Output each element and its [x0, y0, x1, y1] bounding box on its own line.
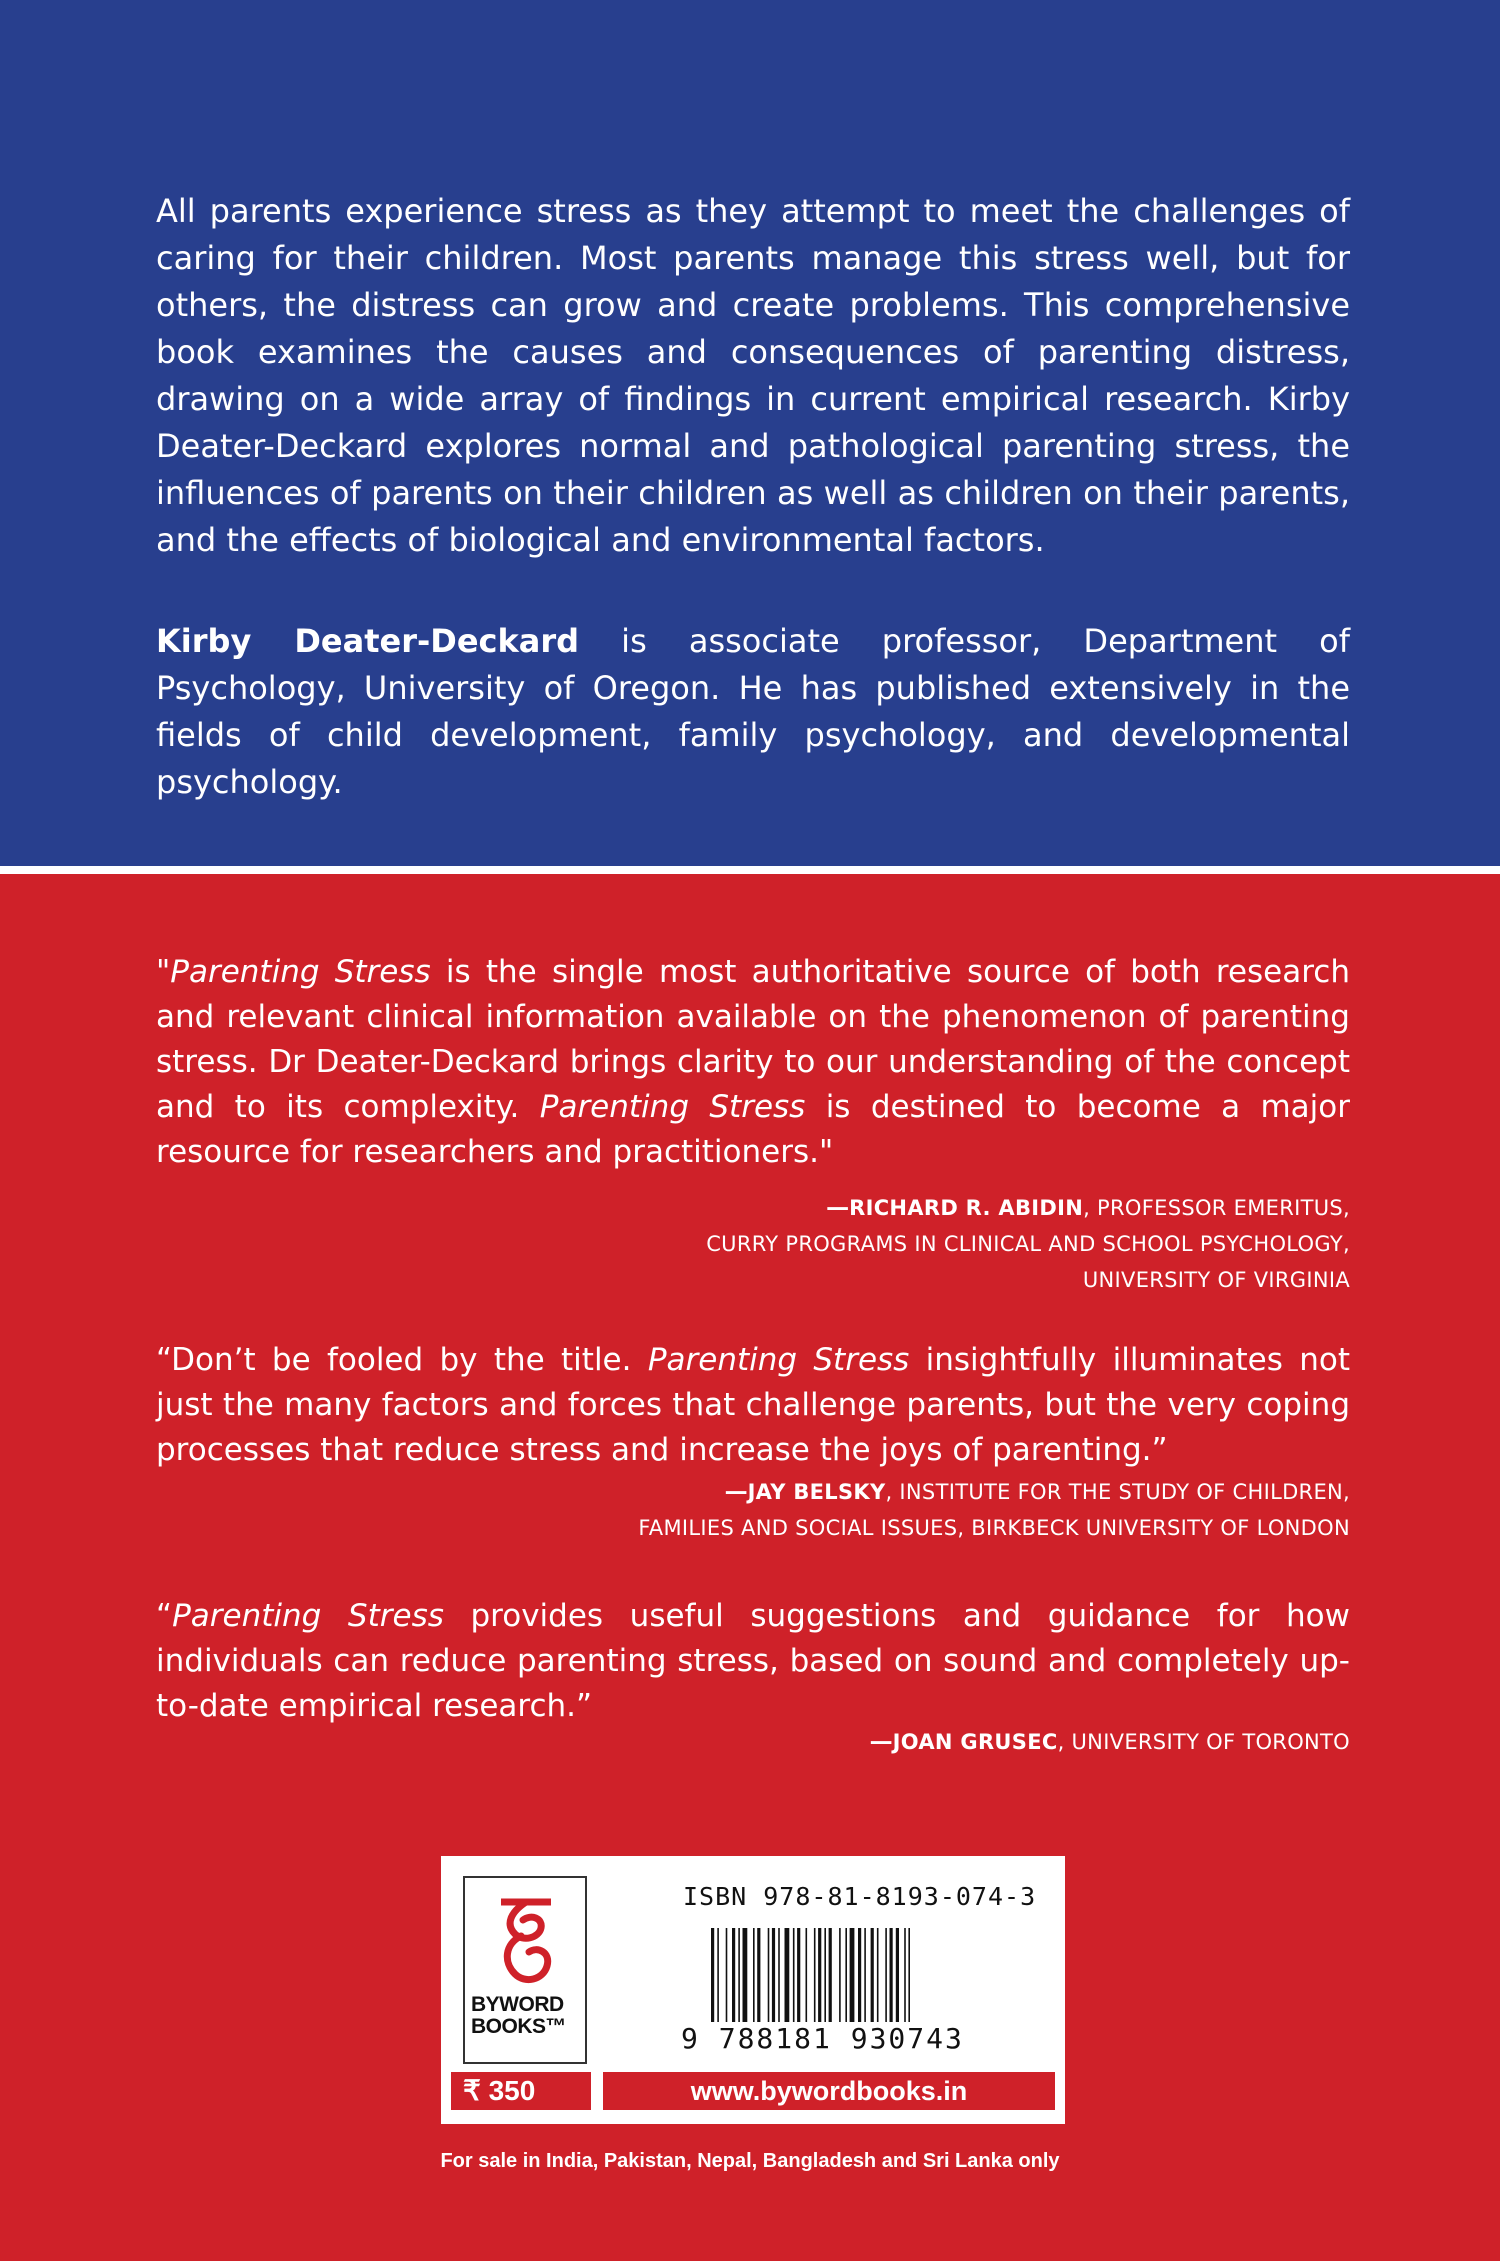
endorser-name: JOAN GRUSEC — [892, 1730, 1058, 1754]
divider-stripe — [0, 866, 1500, 874]
endorsement-attribution-1 — [250, 1190, 1350, 1298]
attribution-dash: — — [724, 1479, 748, 1505]
isbn-label: ISBN 978-81-8193-074-3 — [683, 1882, 1037, 1911]
book-title-italic: Parenting Stress — [172, 1598, 444, 1634]
book-title-italic: Parenting Stress — [647, 1342, 910, 1378]
endorser-affiliation: , INSTITUTE FOR THE STUDY OF CHILDREN, — [885, 1480, 1350, 1504]
endorser-name: RICHARD R. ABIDIN — [849, 1196, 1084, 1220]
endorser-affiliation: , UNIVERSITY OF TORONTO — [1057, 1730, 1350, 1754]
byword-logo-icon — [491, 1890, 561, 1990]
endorsement-attribution-2 — [250, 1474, 1350, 1546]
publisher-logo — [463, 1876, 587, 2064]
author-bio-text: is associate professor, Department of Psychology, University of Oregon. He has published extensively in the fields of child development, family psychology, and developmental psychology. — [156, 622, 1351, 801]
quote-text: provides useful suggestions and guidance for how individuals can reduce parenting stress, based on sound and completely up-to-date empirical research.” — [156, 1598, 1350, 1724]
book-title-italic: Parenting Stress — [170, 954, 431, 990]
endorser-name: JAY BELSKY — [747, 1480, 886, 1504]
endorsement-quote-2 — [156, 1338, 1350, 1473]
quote-mark: “ — [156, 1598, 173, 1634]
logo-line-2: BOOKS™ — [471, 2015, 567, 2038]
book-blurb: All parents experience stress as they attempt to meet the challenges of caring for their children. Most parents manage this stress well, but for others, the distress can grow and create problems. This comprehensive book examines the causes and consequences of parenting distress, drawing on a wide array of findings in current empirical research. Kirby Deater-Deckard explores normal and pathological parenting stress, the influences of parents on their children as well as children on their parents, and the effects of biological and environmental factors. — [156, 192, 1350, 559]
author-bio — [156, 618, 1350, 806]
ean-digits-text: 9 788181 930743 — [681, 2022, 964, 2055]
quote-text: “Don’t be fooled by the title. — [156, 1342, 648, 1378]
endorsement-attribution-3 — [250, 1724, 1350, 1760]
endorser-affiliation: FAMILIES AND SOCIAL ISSUES, BIRKBECK UNIVERSITY OF LONDON — [638, 1516, 1350, 1540]
book-title-italic: Parenting Stress — [539, 1089, 806, 1125]
author-name: Kirby Deater-Deckard — [156, 622, 580, 660]
logo-line-1: BYWORD — [471, 1993, 564, 2016]
quote-text: insightfully illuminates not just the many factors and forces that challenge parents, but the very coping processes that reduce stress and increase the joys of parenting.” — [156, 1342, 1350, 1468]
barcode-panel — [441, 1856, 1065, 2124]
quote-text: is the single most authoritative source of both research and relevant clinical information available on the phenomenon of parenting stress. Dr Deater-Deckard brings clarity to our understanding of the concept and to its complexity. — [156, 954, 1350, 1125]
publisher-website[interactable]: www.bywordbooks.in — [603, 2072, 1055, 2110]
endorsement-quote-3 — [156, 1594, 1350, 1729]
publisher-logo-text — [471, 1994, 583, 2038]
sale-territory-note: For sale in India, Pakistan, Nepal, Bangladesh and Sri Lanka only — [440, 2150, 1060, 2172]
ean-digits — [681, 2022, 1051, 2055]
endorsement-quote-1 — [156, 950, 1350, 1175]
endorser-affiliation: CURRY PROGRAMS IN CLINICAL AND SCHOOL PSYCHOLOGY, — [706, 1232, 1350, 1256]
quote-text: is destined to become a major resource for researchers and practitioners." — [156, 1089, 1351, 1170]
endorser-affiliation: , PROFESSOR EMERITUS, — [1083, 1196, 1350, 1220]
attribution-dash: — — [826, 1195, 850, 1221]
endorser-affiliation: UNIVERSITY OF VIRGINIA — [1082, 1268, 1350, 1292]
quote-mark: " — [156, 954, 171, 990]
panel-footer — [441, 2066, 1065, 2124]
attribution-dash: — — [869, 1729, 893, 1755]
price-tag: ₹ 350 — [451, 2072, 591, 2110]
